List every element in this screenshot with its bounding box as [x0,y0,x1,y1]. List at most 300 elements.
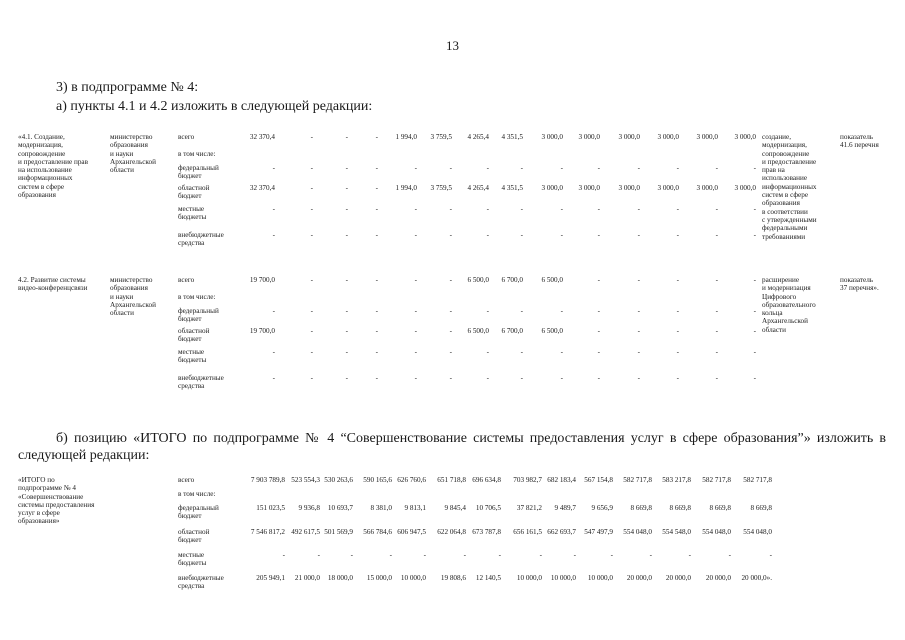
event-name [18,133,88,199]
budget-value: 3 000,0 [618,184,640,192]
executor-name-line: области [110,166,135,175]
total-event-name [18,476,94,526]
funding-source-label [178,164,219,181]
budget-value: - [597,374,600,382]
expected-result-line: образования [762,199,800,208]
budget-value: - [310,133,313,141]
total-event-name-line: образования» [18,517,60,526]
funding-source-label [178,327,209,344]
indicator-line: показатель [840,133,874,141]
budget-value: - [637,276,640,284]
budget-value: - [345,374,348,382]
total-budget-value: 582 717,8 [623,476,652,484]
expected-result-line: создание, [762,133,792,141]
total-budget-value: 554 048,0 [702,528,731,536]
indicator [840,276,879,293]
budget-value: - [345,307,348,315]
total-budget-value: 8 381,0 [370,504,392,512]
budget-value: - [486,164,489,172]
executor-name-line: министерство [110,276,153,284]
total-budget-value: 566 784,6 [363,528,392,536]
total-budget-value: 20 000,0 [705,574,731,582]
budget-value: - [272,307,275,315]
total-budget-value: - [350,551,353,559]
budget-value: - [272,348,275,356]
budget-value: - [449,307,452,315]
budget-value: - [272,231,275,239]
budget-value: - [486,205,489,213]
funding-source-label-line: средства [178,382,205,391]
total-budget-value: 15 000,0 [366,574,392,582]
budget-value: - [345,276,348,284]
funding-source-label-line: бюджеты [178,559,207,568]
budget-value: - [676,164,679,172]
budget-value: 6 700,0 [501,276,523,284]
funding-source-label-line: в том числе: [178,150,216,158]
expected-result-line: и предоставление [762,157,817,166]
total-budget-value: 10 000,0 [587,574,613,582]
budget-value: 3 759,5 [430,133,452,141]
total-budget-value: - [389,551,392,559]
budget-value: - [520,231,523,239]
budget-value: - [676,327,679,335]
funding-source-label-line: внебюджетные [178,231,224,239]
event-name-line: систем в сфере [18,182,65,191]
budget-value: - [449,205,452,213]
executor-name-line: и науки [110,149,134,158]
budget-value: 1 994,0 [395,133,417,141]
total-budget-value: - [688,551,691,559]
funding-source-label [178,490,215,498]
budget-value: - [272,164,275,172]
budget-value: - [375,276,378,284]
funding-source-label-line: бюджет [178,172,202,181]
budget-value: - [560,164,563,172]
funding-source-label-line: местные [178,551,205,559]
budget-value: - [310,164,313,172]
budget-value: 3 000,0 [657,133,679,141]
total-budget-value: - [317,551,320,559]
heading-subprogram-4: 3) в подпрограмме № 4: [56,80,199,95]
total-budget-value: 9 936,8 [298,504,320,512]
budget-value: 19 700,0 [249,276,275,284]
budget-value: - [449,327,452,335]
total-budget-value: - [649,551,652,559]
indicator-line: показатель [840,276,874,284]
budget-value: - [486,231,489,239]
funding-source-label [178,205,206,222]
total-budget-value: - [573,551,576,559]
budget-value: - [753,231,756,239]
funding-source-label-line: федеральный [178,164,219,172]
total-budget-value: 8 669,8 [630,504,652,512]
budget-value: - [375,184,378,192]
funding-source-label-line: внебюджетные [178,374,224,382]
total-budget-value: 530 263,6 [324,476,353,484]
funding-source-label [178,150,215,158]
budget-value: - [375,164,378,172]
indicator-line: 37 перечня». [840,284,879,293]
funding-source-label-line: бюджеты [178,213,207,222]
executor-name-line: Архангельской [110,300,156,309]
total-budget-value: 582 717,8 [702,476,731,484]
total-budget-value: 10 000,0 [550,574,576,582]
funding-source-label-line: всего [178,276,195,284]
total-budget-value: 7 903 789,8 [250,476,285,484]
total-budget-value: 20 000,0 [626,574,652,582]
budget-value: - [676,205,679,213]
budget-value: - [597,327,600,335]
budget-value: - [715,164,718,172]
page-number: 13 [446,38,459,53]
budget-value: 3 000,0 [657,184,679,192]
event-name-line: модернизация, [18,141,63,150]
total-budget-value: 9 845,4 [444,504,466,512]
budget-value: - [597,205,600,213]
total-budget-value: 703 982,7 [513,476,542,484]
budget-value: - [676,374,679,382]
budget-value: - [449,348,452,356]
funding-source-label-line: областной [178,528,210,536]
funding-source-label-line: областной [178,327,210,335]
total-budget-value: 8 669,8 [669,504,691,512]
total-budget-value: 547 497,9 [584,528,613,536]
budget-value: - [310,276,313,284]
budget-value: 4 265,4 [467,133,489,141]
budget-value: - [753,307,756,315]
budget-value: - [375,348,378,356]
budget-value: - [310,184,313,192]
budget-value: - [560,231,563,239]
executor-name-line: Архангельской [110,157,156,166]
expected-result-line: модернизация, [762,141,807,150]
budget-value: 3 000,0 [734,184,756,192]
budget-value: 4 351,5 [501,133,523,141]
total-budget-value: 682 183,4 [547,476,576,484]
budget-value: - [375,231,378,239]
budget-value: 6 500,0 [467,327,489,335]
total-budget-value: 8 669,8 [750,504,772,512]
total-budget-value: 205 949,1 [256,574,285,582]
budget-value: - [414,276,417,284]
budget-value: 32 370,4 [249,133,275,141]
total-budget-value: - [498,551,501,559]
budget-value: 3 000,0 [734,133,756,141]
total-budget-value: 523 554,3 [291,476,320,484]
total-budget-value: 554 048,0 [743,528,772,536]
total-event-name-line: «Совершенствование [18,492,84,501]
budget-value: - [637,348,640,356]
total-budget-value: 7 546 817,2 [250,528,285,536]
budget-value: - [715,231,718,239]
event-name-line: и предоставление прав [18,157,88,166]
total-budget-value: 626 760,6 [397,476,426,484]
budget-value: - [560,205,563,213]
expected-result-line: области [762,325,787,334]
total-budget-value: 590 165,6 [363,476,392,484]
total-budget-value: 18 000,0 [327,574,353,582]
funding-source-label-line: местные [178,348,205,356]
budget-value: - [753,348,756,356]
expected-result-line: требованиями [762,232,806,241]
budget-value: - [715,307,718,315]
event-name-line: видео-конференцсвязи [18,284,88,293]
total-budget-value: 20 000,0 [665,574,691,582]
budget-value: 6 500,0 [541,276,563,284]
budget-value: - [310,205,313,213]
total-budget-value: 662 693,7 [547,528,576,536]
total-budget-value: 10 000,0 [516,574,542,582]
funding-source-label-line: всего [178,476,195,484]
funding-source-label-line: в том числе: [178,293,216,301]
budget-value: - [375,307,378,315]
budget-value: 3 000,0 [578,184,600,192]
executor-name-line: и науки [110,292,134,301]
budget-value: - [520,348,523,356]
budget-value: - [272,205,275,213]
total-budget-value: 151 023,5 [256,504,285,512]
total-budget-value: 696 634,8 [472,476,501,484]
funding-source-label-line: внебюджетные [178,574,224,582]
budget-value: - [520,374,523,382]
budget-value: 4 351,5 [501,184,523,192]
budget-value: - [375,327,378,335]
total-budget-value: 37 821,2 [516,504,542,512]
funding-source-label [178,293,215,301]
budget-value: - [676,307,679,315]
budget-value: - [560,374,563,382]
total-budget-value: 651 718,8 [437,476,466,484]
budget-value: - [520,307,523,315]
expected-result-line: Архангельской [762,317,808,326]
budget-value: 3 000,0 [541,184,563,192]
total-budget-value: - [463,551,466,559]
budget-value: - [637,205,640,213]
total-budget-value: - [539,551,542,559]
budget-value: - [560,348,563,356]
funding-source-label [178,574,224,591]
budget-value: 3 000,0 [541,133,563,141]
total-budget-value: 10 693,7 [327,504,353,512]
budget-value: - [414,374,417,382]
budget-value: 3 000,0 [696,133,718,141]
budget-value: - [345,231,348,239]
budget-value: - [310,231,313,239]
budget-value: - [597,231,600,239]
budget-value: - [486,348,489,356]
budget-value: - [272,374,275,382]
executor-name [110,133,156,174]
budget-value: - [449,164,452,172]
total-budget-value: 501 569,9 [324,528,353,536]
total-budget-value: 673 787,8 [472,528,501,536]
funding-source-label-line: местные [178,205,205,213]
budget-value: - [375,133,378,141]
total-budget-value: 622 064,8 [437,528,466,536]
budget-value: - [715,276,718,284]
budget-value: - [753,374,756,382]
budget-value: - [637,164,640,172]
total-budget-value: - [769,551,772,559]
budget-value: - [676,348,679,356]
total-budget-value: - [610,551,613,559]
expected-result-line: с утвержденными [762,215,817,224]
budget-value: - [375,205,378,213]
total-budget-value: 554 048,0 [623,528,652,536]
budget-value: - [753,205,756,213]
budget-value: 6 500,0 [467,276,489,284]
total-budget-value: 10 000,0 [400,574,426,582]
total-budget-value: 9 489,7 [554,504,576,512]
expected-result-line: Цифрового [762,292,797,301]
budget-value: - [676,231,679,239]
total-budget-value: 20 000,0». [741,574,772,582]
event-name-line: сопровождение [18,149,66,158]
budget-value: - [597,307,600,315]
budget-value: - [345,184,348,192]
total-budget-value: 582 717,8 [743,476,772,484]
total-budget-value: 10 706,5 [475,504,501,512]
expected-result-line: использование [762,174,808,183]
budget-value: - [486,307,489,315]
expected-result [762,276,816,334]
budget-value: - [414,231,417,239]
indicator [840,133,879,150]
total-budget-value: - [282,551,285,559]
funding-source-label-line: бюджет [178,315,202,324]
expected-result-line: информационных [762,182,817,191]
expected-result-line: прав на [762,166,785,175]
total-budget-value: 9 656,9 [591,504,613,512]
budget-value: - [637,307,640,315]
budget-value: - [520,205,523,213]
funding-source-label [178,348,206,365]
budget-value: - [715,374,718,382]
budget-value: - [449,231,452,239]
funding-source-label [178,528,209,545]
funding-source-label-line: бюджет [178,512,202,521]
funding-source-label [178,276,194,284]
funding-source-label [178,551,206,568]
total-event-name-line: услуг в сфере [18,509,60,518]
budget-value: - [414,205,417,213]
budget-value: - [637,374,640,382]
executor-name-line: образования [110,284,148,293]
expected-result-line: систем в сфере [762,191,809,200]
budget-value: - [414,307,417,315]
budget-value: - [486,374,489,382]
total-event-name-line: «ИТОГО по [18,476,55,484]
event-name [18,276,87,293]
total-budget-value: 12 140,5 [475,574,501,582]
total-budget-value: 606 947,5 [397,528,426,536]
budget-value: - [414,348,417,356]
budget-value: - [345,327,348,335]
expected-result [762,133,817,241]
budget-value: - [753,164,756,172]
total-budget-value: 19 808,6 [440,574,466,582]
funding-source-label-line: федеральный [178,307,219,315]
funding-source-label [178,504,219,521]
budget-value: - [715,348,718,356]
funding-source-label-line: бюджеты [178,356,207,365]
budget-value: 3 000,0 [618,133,640,141]
expected-result-line: образовательного [762,300,816,309]
budget-value: - [345,164,348,172]
heading-total-position: б) позицию «ИТОГО по подпрограмме № 4 “Совершенствование системы предоставления услуг в сфере образования”» изложить в следующей редакции: [18,431,886,463]
funding-source-label [178,133,194,141]
budget-value: 32 370,4 [249,184,275,192]
budget-value: - [715,327,718,335]
funding-source-label-line: бюджет [178,192,202,201]
budget-value: - [414,327,417,335]
expected-result-line: кольца [762,309,783,318]
budget-value: - [345,205,348,213]
budget-value: 3 000,0 [578,133,600,141]
total-budget-value: 9 813,1 [404,504,426,512]
total-budget-value: 21 000,0 [294,574,320,582]
funding-source-label [178,307,219,324]
budget-value: - [520,164,523,172]
expected-result-line: сопровождение [762,149,810,158]
budget-value: 19 700,0 [249,327,275,335]
budget-value: - [753,327,756,335]
total-budget-value: 554 548,0 [662,528,691,536]
funding-source-label [178,476,194,484]
budget-value: - [345,348,348,356]
event-name-line: 4.2. Развитие системы [18,276,86,284]
funding-source-label-line: всего [178,133,195,141]
total-budget-value: 656 161,5 [513,528,542,536]
budget-value: 4 265,4 [467,184,489,192]
budget-value: 6 500,0 [541,327,563,335]
budget-value: - [449,374,452,382]
executor-name [110,276,156,317]
budget-value: 1 994,0 [395,184,417,192]
executor-name-line: образования [110,141,148,150]
budget-value: - [637,327,640,335]
budget-value: - [414,164,417,172]
expected-result-line: и модернизация [762,284,811,293]
funding-source-label-line: бюджет [178,536,202,545]
funding-source-label [178,184,209,201]
funding-source-label-line: федеральный [178,504,219,512]
budget-value: 6 700,0 [501,327,523,335]
budget-value: - [375,374,378,382]
event-name-line: информационных [18,174,73,183]
budget-value: - [597,164,600,172]
budget-value: - [345,133,348,141]
budget-value: - [676,276,679,284]
executor-name-line: министерство [110,133,153,141]
funding-source-label-line: областной [178,184,210,192]
executor-name-line: области [110,309,135,318]
event-name-line: «4.1. Создание, [18,133,65,141]
budget-value: - [637,231,640,239]
budget-value: - [310,348,313,356]
budget-value: - [560,307,563,315]
indicator-line: 41.6 перечня [840,141,879,150]
funding-source-label-line: в том числе: [178,490,216,498]
budget-value: - [597,348,600,356]
expected-result-line: федеральными [762,224,808,233]
expected-result-line: расширение [762,276,800,284]
budget-value: 3 759,5 [430,184,452,192]
budget-value: - [310,307,313,315]
expected-result-line: в соответствии [762,207,808,216]
event-name-line: на использование [18,166,72,175]
funding-source-label-line: бюджет [178,335,202,344]
